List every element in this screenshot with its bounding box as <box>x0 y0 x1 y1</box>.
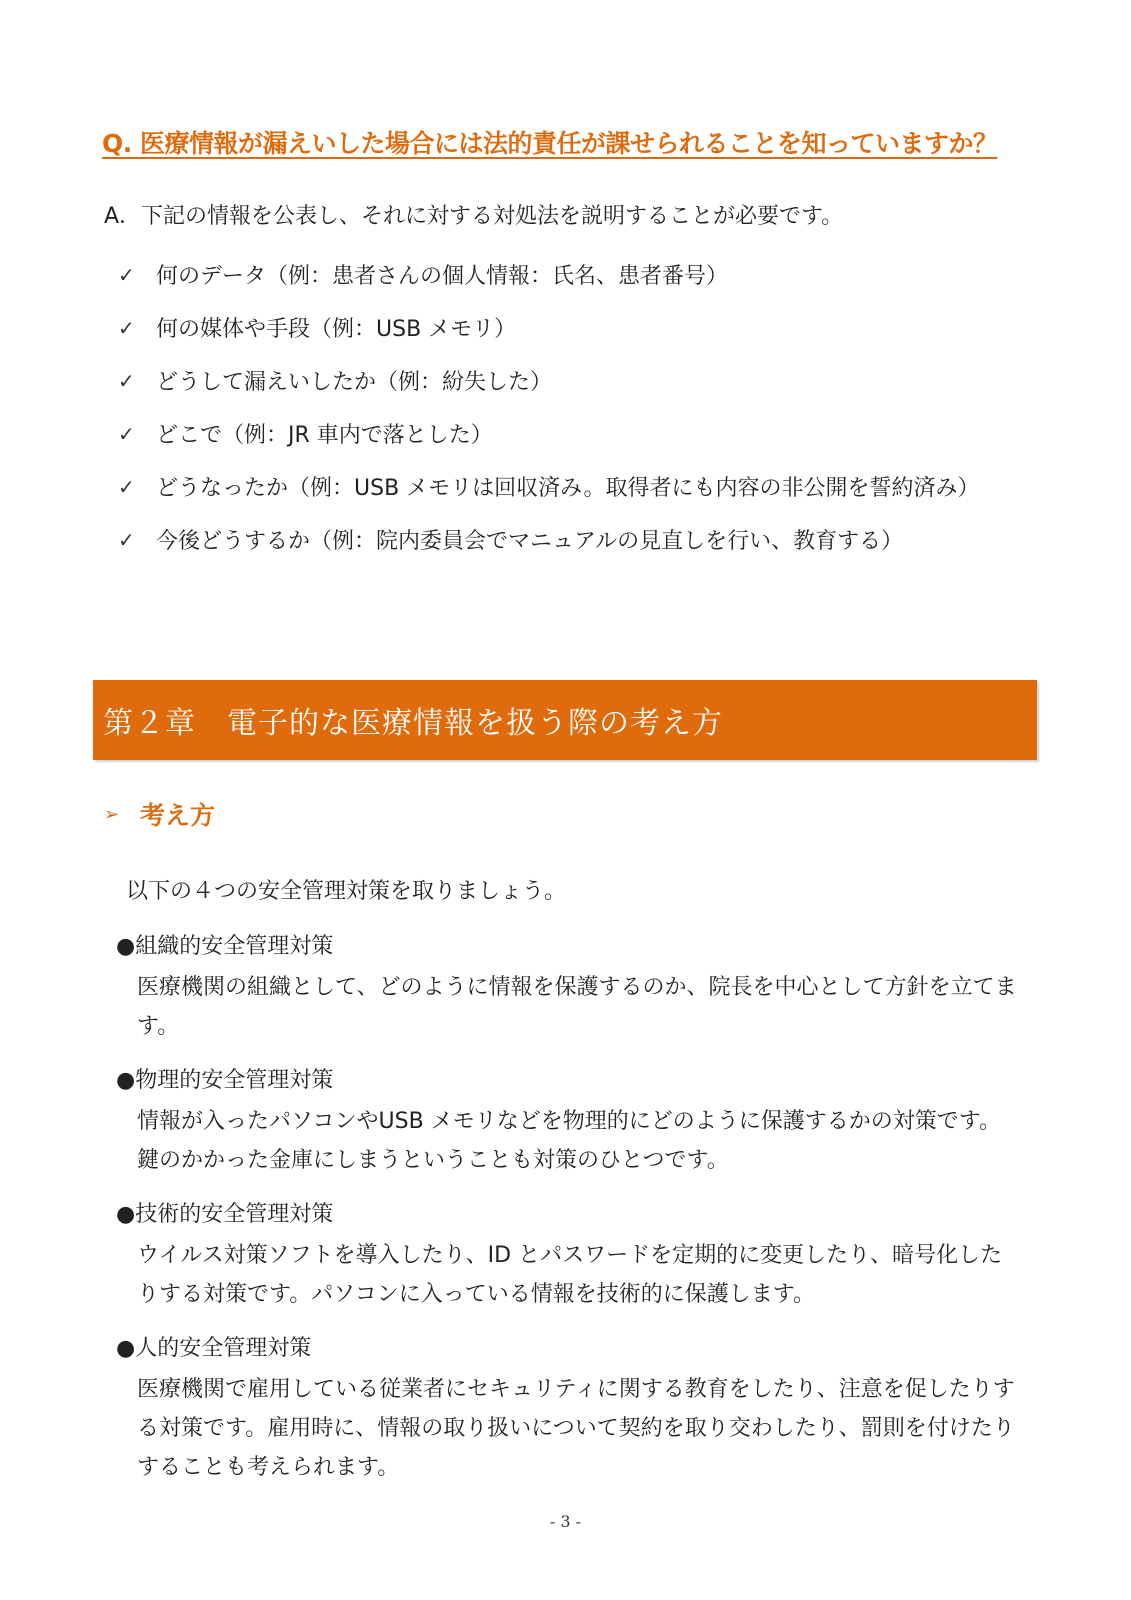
measure-item <box>116 930 1036 1046</box>
checkmark-icon: ✓ <box>118 474 135 499</box>
check-list-item-text: 何のデータ（例：患者さんの個人情報：氏名、患者番号） <box>156 264 729 289</box>
page-number: - 3 - <box>549 1512 582 1531</box>
measure-item <box>116 1198 1036 1314</box>
check-list-item-text: どこで（例：JR 車内で落とした） <box>156 423 493 448</box>
section-heading <box>104 796 215 832</box>
measures-list <box>116 930 1036 1505</box>
check-list-item <box>118 513 979 566</box>
chapter-banner <box>93 680 1037 760</box>
checkmark-icon: ✓ <box>118 368 135 393</box>
arrow-bullet-icon: ➢ <box>104 803 120 825</box>
check-list-item <box>118 301 979 354</box>
intro-text: 以下の４つの安全管理対策を取りましょう。 <box>126 879 567 904</box>
measure-description: 医療機関で雇用している従業者にセキュリティに関する教育をしたり、注意を促したりする対策です。雇用時に、情報の取り扱いについて契約を取り交わしたり、罰則を付けたりすることも考えられます。 <box>137 1377 1015 1480</box>
checkmark-icon: ✓ <box>118 527 135 552</box>
check-list-item <box>118 248 979 301</box>
measure-title: ●人的安全管理対策 <box>116 1336 312 1361</box>
section-heading-text: 考え方 <box>140 801 216 830</box>
check-list-item-text: 何の媒体や手段（例：USB メモリ） <box>156 317 517 342</box>
measure-description: 情報が入ったパソコンやUSB メモリなどを物理的にどのように保護するかの対策です。鍵のかかった金庫にしまうということも対策のひとつです。 <box>137 1109 1001 1173</box>
check-list-item <box>118 407 979 460</box>
check-list-item <box>118 354 979 407</box>
measure-title: ●組織的安全管理対策 <box>116 934 334 959</box>
measure-item <box>116 1332 1036 1487</box>
checkmark-icon: ✓ <box>118 421 135 446</box>
checkmark-icon: ✓ <box>118 262 135 287</box>
chapter-title: 第２章 電子的な医療情報を扱う際の考え方 <box>103 706 723 741</box>
check-list-item-text: どうなったか（例：USB メモリは回収済み。取得者にも内容の非公開を誓約済み） <box>156 476 980 501</box>
measure-description: 医療機関の組織として、どのように情報を保護するのか、院長を中心として方針を立てます。 <box>137 975 1017 1039</box>
measure-description: ウイルス対策ソフトを導入したり、ID とパスワードを定期的に変更したり、暗号化したりする対策です。パソコンに入っている情報を技術的に保護します。 <box>137 1243 1003 1307</box>
measure-title: ●技術的安全管理対策 <box>116 1202 334 1227</box>
check-list-item-text: どうして漏えいしたか（例：紛失した） <box>156 370 553 395</box>
measure-title: ●物理的安全管理対策 <box>116 1068 334 1093</box>
check-list-item <box>118 460 979 513</box>
check-list <box>118 248 979 566</box>
question-heading: Q. 医療情報が漏えいした場合には法的責任が課せられることを知っていますか？ <box>102 129 998 158</box>
checkmark-icon: ✓ <box>118 315 135 340</box>
answer-text: A．下記の情報を公表し、それに対する対処法を説明することが必要です。 <box>104 204 844 229</box>
check-list-item-text: 今後どうするか（例：院内委員会でマニュアルの見直しを行い、教育する） <box>156 529 904 554</box>
measure-item <box>116 1064 1036 1180</box>
